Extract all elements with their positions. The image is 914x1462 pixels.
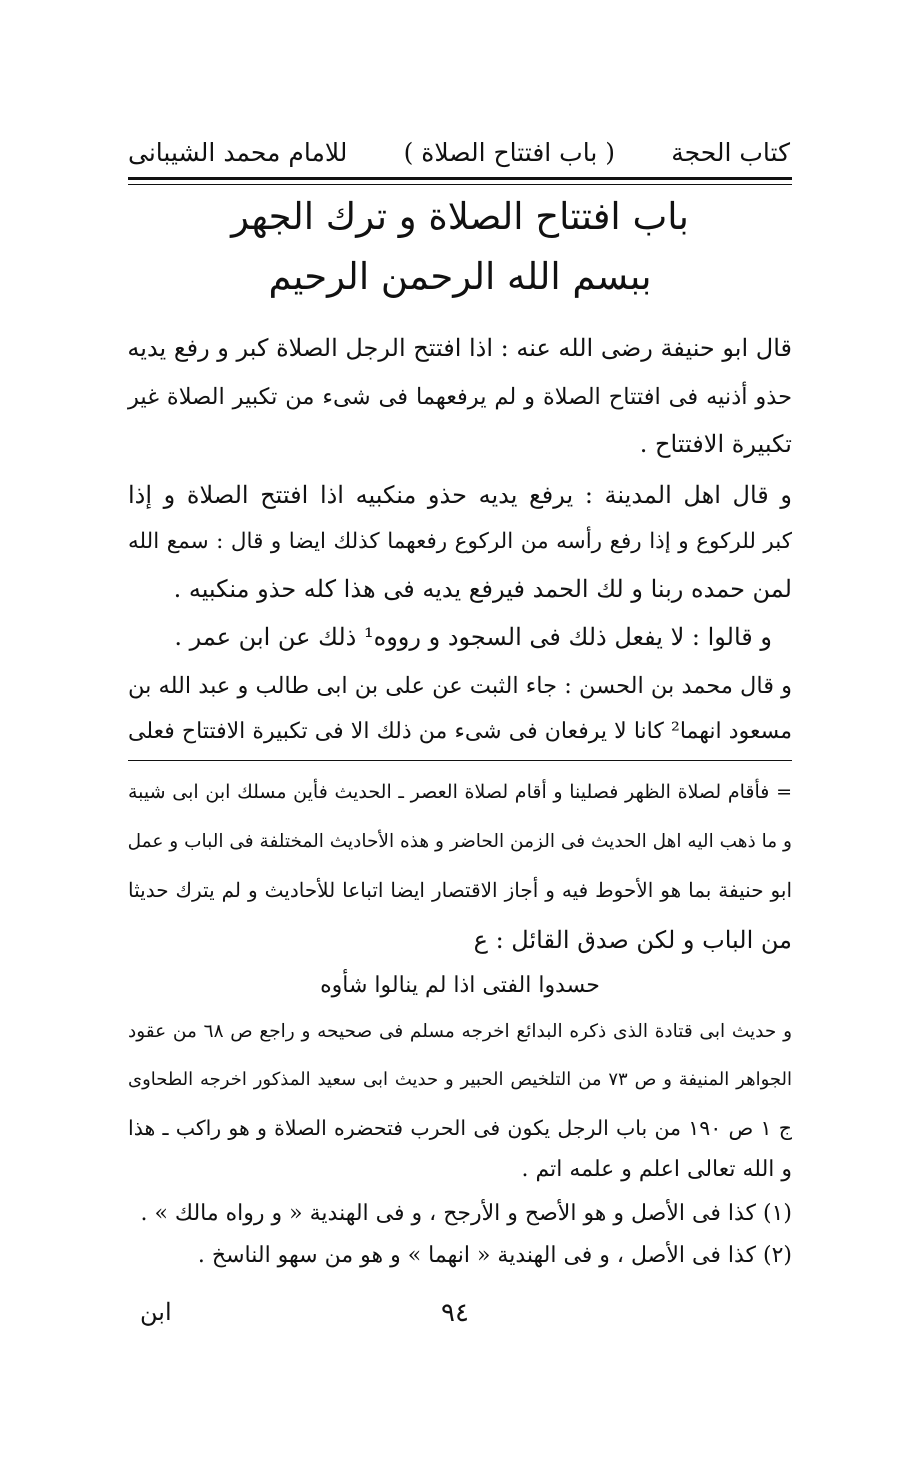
footnote-line: الجواهر المنيفة و ص ٧٣ من التلخيص الحبير و حديث ابى سعيد المذكور اخرجه الطحاوى (128, 1069, 792, 1090)
text-line: كبر للركوع و إذا رفع رأسه من الركوع رفعهما كذلك ايضا و قال : سمع الله (128, 529, 792, 554)
text-line: و قالوا : لا يفعل ذلك فى السجود و رووه¹ ذلك عن ابن عمر . (174, 623, 772, 651)
basmala: ببسم الله الرحمن الرحيم (268, 255, 652, 298)
note-2: (٢) كذا فى الأصل ، و فى الهندية « انهما » و هو من سهو الناسخ . (197, 1243, 792, 1268)
header-author: للامام محمد الشيبانى (128, 137, 348, 167)
footnote-line: من الباب و لكن صدق القائل : ع (473, 926, 792, 954)
header-book-title: كتاب الحجة (671, 137, 790, 167)
note-1: (١) كذا فى الأصل و هو الأصح و الأرجح ، و فى الهندية « و رواه مالك » . (140, 1201, 792, 1226)
footnote-line: و ما ذهب اليه اهل الحديث فى الزمن الحاضر و هذه الأحاديث المختلفة فى الباب و عمل (127, 831, 792, 852)
text-line: تكبيرة الافتتاح . (639, 430, 792, 458)
header-rule-thin (128, 184, 792, 185)
chapter-title: باب افتتاح الصلاة و ترك الجهر (231, 195, 689, 238)
footnote-line: و حديث ابى قتادة الذى ذكره البدائع اخرجه مسلم فى صحيحه و راجع ص ٦٨ من عقود (128, 1021, 792, 1042)
text-line: و قال اهل المدينة : يرفع يديه حذو منكبيه اذا افتتح الصلاة و إذا (128, 481, 792, 509)
text-line: قال ابو حنيفة رضى الله عنه : اذا افتتح الرجل الصلاة كبر و رفع يديه (127, 334, 792, 362)
text-line: مسعود انهما² كانا لا يرفعان فى شىء من ذلك الا فى تكبيرة الافتتاح فعلى (128, 719, 792, 744)
footnote-line: = فأقام لصلاة الظهر فصلينا و أقام لصلاة العصر ـ الحديث فأين مسلك ابن ابى شيبة (128, 781, 792, 803)
footnote-separator (128, 760, 792, 761)
catchword: ابن (140, 1298, 172, 1326)
header-chapter: ( باب افتتاح الصلاة ) (403, 137, 615, 167)
text-line: لمن حمده ربنا و لك الحمد فيرفع يديه فى هذا كله حذو منكبيه . (173, 575, 792, 603)
footnote-line: ج ١ ص ١٩٠ من باب الرجل يكون فى الحرب فتحضره الصلاة و هو راكب ـ هذا (128, 1116, 793, 1140)
footnote-line: و الله تعالى اعلم و علمه اتم . (521, 1157, 792, 1182)
verse-line: حسدوا الفتى اذا لم ينالوا شأوه (320, 973, 600, 998)
text-line: و قال محمد بن الحسن : جاء الثبت عن على بن ابى طالب و عبد الله بن (127, 673, 792, 699)
page-number: ٩٤ (441, 1298, 469, 1328)
header-rule-thick (128, 177, 792, 180)
footnote-line: ابو حنيفة بما هو الأحوط فيه و أجاز الاقتصار ايضا اتباعا للأحاديث و لم يترك حديثا (128, 878, 792, 902)
text-line: حذو أذنيه فى افتتاح الصلاة و لم يرفعهما فى شىء من تكبير الصلاة غير (128, 384, 792, 410)
running-header (128, 132, 790, 172)
